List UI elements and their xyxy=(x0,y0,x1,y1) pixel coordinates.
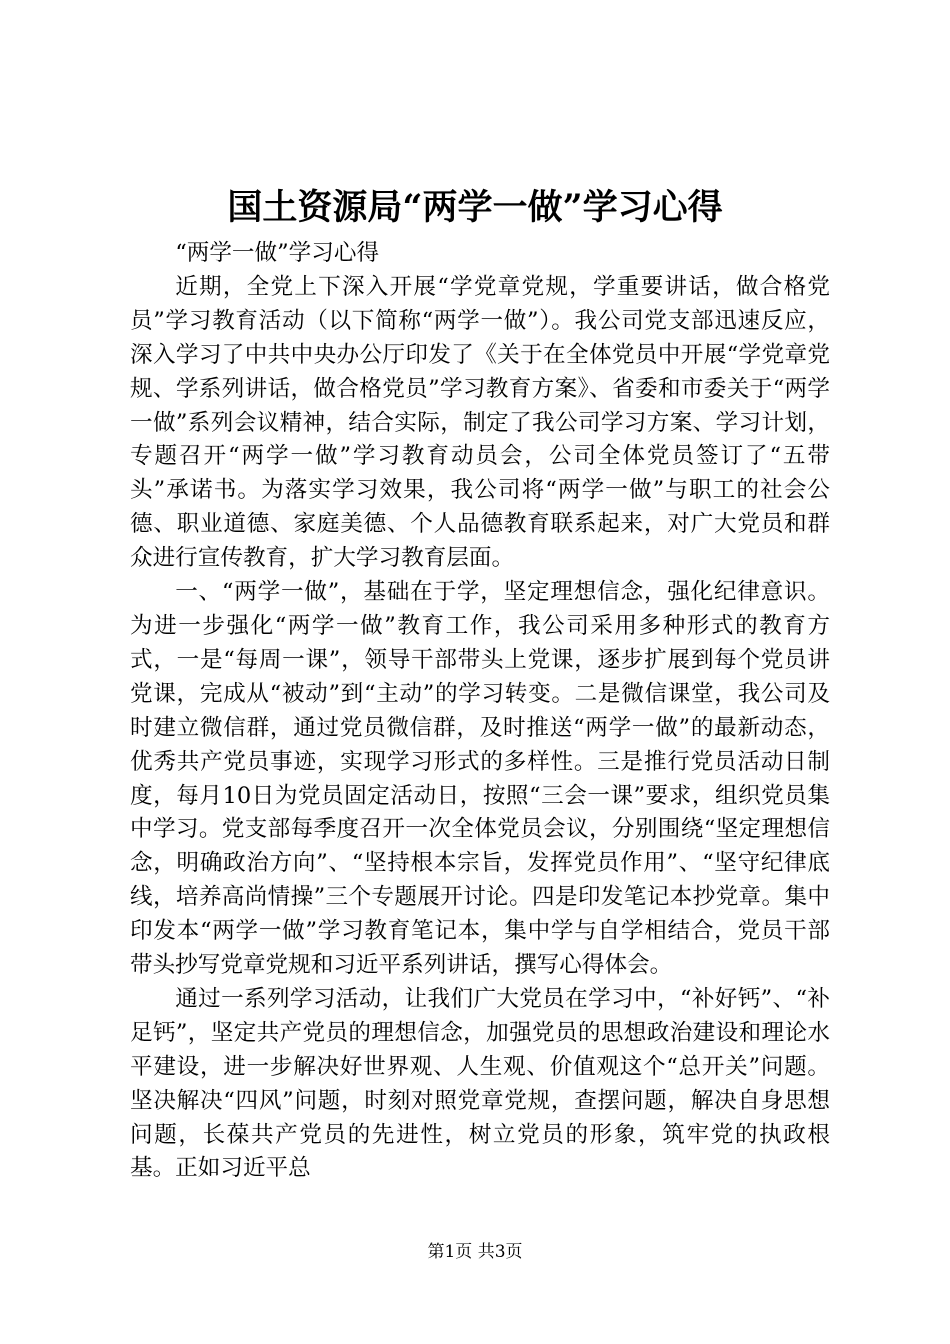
page-footer: 第1页 共3页 xyxy=(427,1242,523,1262)
paragraph-intro: 近期，全党上下深入开展“学党章党规，学重要讲话，做合格党员”学习教育活动（以下简称“两学一做”）。我公司党支部迅速反应，深入学习了中共中央办公厅印发了《关于在全体党员中开展“学党章党规、学系列讲话，做合格党员”学习教育方案》、省委和市委关于“两学一做”系列会议精神，结合实际，制定了我公司学习方案、学习计划，专题召开“两学一做”学习教育动员会，公司全体党员签订了“五带头”承诺书。为落实学习效果，我公司将“两学一做”与职工的社会公德、职业道德、家庭美德、个人品德教育联系起来，对广大党员和群众进行宣传教育，扩大学习教育层面。 xyxy=(130,273,830,572)
document-title: 国土资源局“两学一做”学习心得 xyxy=(227,187,723,228)
paragraph-conclusion: 通过一系列学习活动，让我们广大党员在学习中，“补好钙”、“补足钙”，坚定共产党员的理想信念，加强党员的思想政治建设和理论水平建设，进一步解决好世界观、人生观、价值观这个“总开关”问题。坚决解决“四风”问题，时刻对照党章党规，查摆问题，解决自身思想问题，长葆共产党员的先进性，树立党员的形象，筑牢党的执政根基。正如习近平总 xyxy=(130,985,830,1182)
paragraph-subtitle: “两学一做”学习心得 xyxy=(175,240,380,266)
paragraph-section-one: 一、“两学一做”，基础在于学，坚定理想信念，强化纪律意识。为进一步强化“两学一做”教育工作，我公司采用多种形式的教育方式，一是“每周一课”，领导干部带头上党课，逐步扩展到每个党员讲党课，完成从“被动”到“主动”的学习转变。二是微信课堂，我公司及时建立微信群，通过党员微信群，及时推送“两学一做”的最新动态，优秀共产党员事迹，实现学习形式的多样性。三是推行党员活动日制度，每月10日为党员固定活动日，按照“三会一课”要求，组织党员集中学习。党支部每季度召开一次全体党员会议，分别围绕“坚定理想信念，明确政治方向”、“坚持根本宗旨，发挥党员作用”、“坚守纪律底线，培养高尚情操”三个专题展开讨论。四是印发笔记本抄党章。集中印发本“两学一做”学习教育笔记本，集中学与自学相结合，党员干部带头抄写党章党规和习近平系列讲话，撰写心得体会。 xyxy=(130,579,830,979)
document-body xyxy=(130,237,830,1186)
